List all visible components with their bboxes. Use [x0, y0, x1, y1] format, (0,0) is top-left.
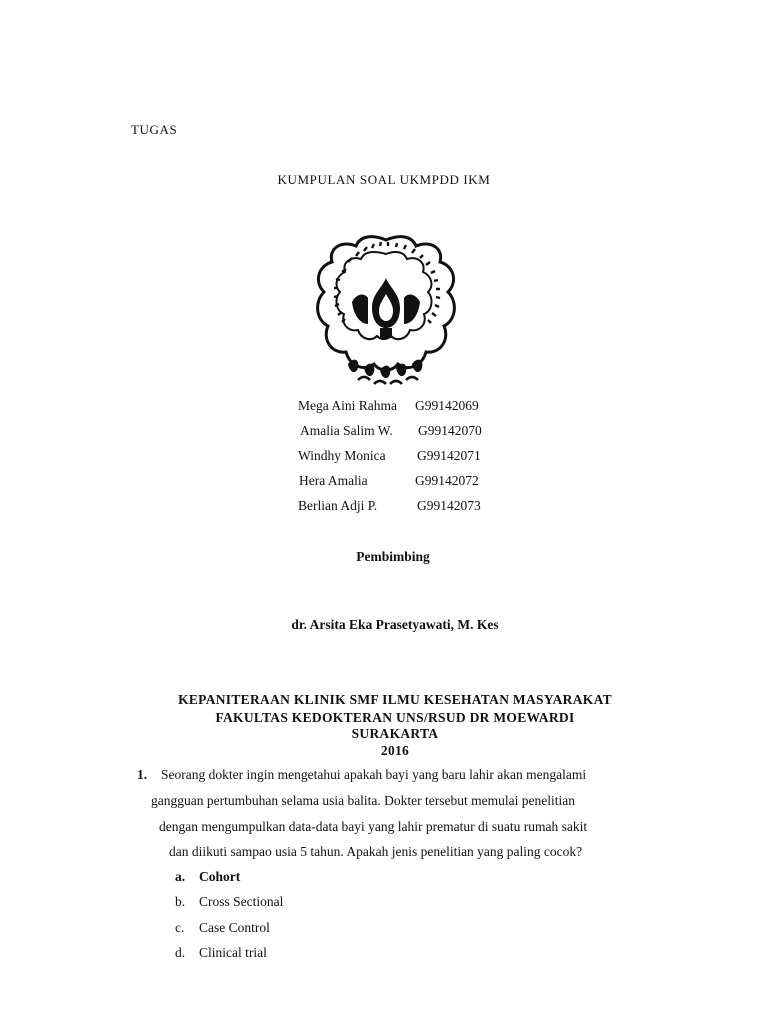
university-logo [312, 232, 460, 397]
institution-year: 2016 [380, 743, 410, 758]
option-letter: d. [175, 945, 186, 960]
answer-option [175, 894, 283, 910]
answer-option [175, 869, 240, 885]
member-row [298, 472, 538, 497]
member-name: Mega Aini Rahma [298, 398, 397, 413]
member-name: Berlian Adji P. [298, 498, 378, 513]
supervisor-label: Pembimbing [356, 549, 430, 564]
option-letter: a. [175, 869, 186, 884]
option-text: Clinical trial [199, 945, 267, 960]
institution-line-3: SURAKARTA [351, 726, 439, 741]
option-text: Cohort [199, 869, 241, 884]
question-line: gangguan pertumbuhan selama usia balita. Dokter tersebut memulai penelitian [151, 793, 575, 808]
question-line: dan diikuti sampao usia 5 tahun. Apakah jenis penelitian yang paling cocok? [169, 844, 583, 859]
supervisor-name: dr. Arsita Eka Prasetyawati, M. Kes [291, 617, 499, 632]
member-row [298, 447, 538, 472]
document-title: KUMPULAN SOAL UKMPDD IKM [277, 172, 491, 187]
member-row [298, 422, 538, 447]
option-letter: c. [175, 920, 185, 935]
member-row [298, 497, 538, 522]
member-name: Amalia Salim W. [300, 423, 393, 438]
member-row [298, 397, 538, 422]
member-id: G99142070 [418, 423, 482, 438]
answer-option [175, 920, 270, 936]
option-letter: b. [175, 894, 186, 909]
member-list [298, 397, 538, 522]
member-id: G99142069 [415, 398, 479, 413]
question-number: 1. [137, 767, 148, 782]
institution-line-2: FAKULTAS KEDOKTERAN UNS/RSUD DR MOEWARDI [215, 710, 575, 725]
member-id: G99142071 [417, 448, 481, 463]
institution-line-1: KEPANITERAAN KLINIK SMF ILMU KESEHATAN MASYARAKAT [178, 692, 612, 707]
member-id: G99142073 [417, 498, 481, 513]
task-label: TUGAS [131, 122, 178, 137]
member-id: G99142072 [415, 473, 479, 488]
member-name: Hera Amalia [299, 473, 368, 488]
option-text: Cross Sectional [199, 894, 284, 909]
member-name: Windhy Monica [298, 448, 386, 463]
option-text: Case Control [199, 920, 270, 935]
question-line: dengan mengumpulkan data-data bayi yang lahir prematur di suatu rumah sakit [159, 819, 588, 834]
answer-option [175, 945, 267, 961]
question-line: Seorang dokter ingin mengetahui apakah bayi yang baru lahir akan mengalami [161, 767, 587, 782]
